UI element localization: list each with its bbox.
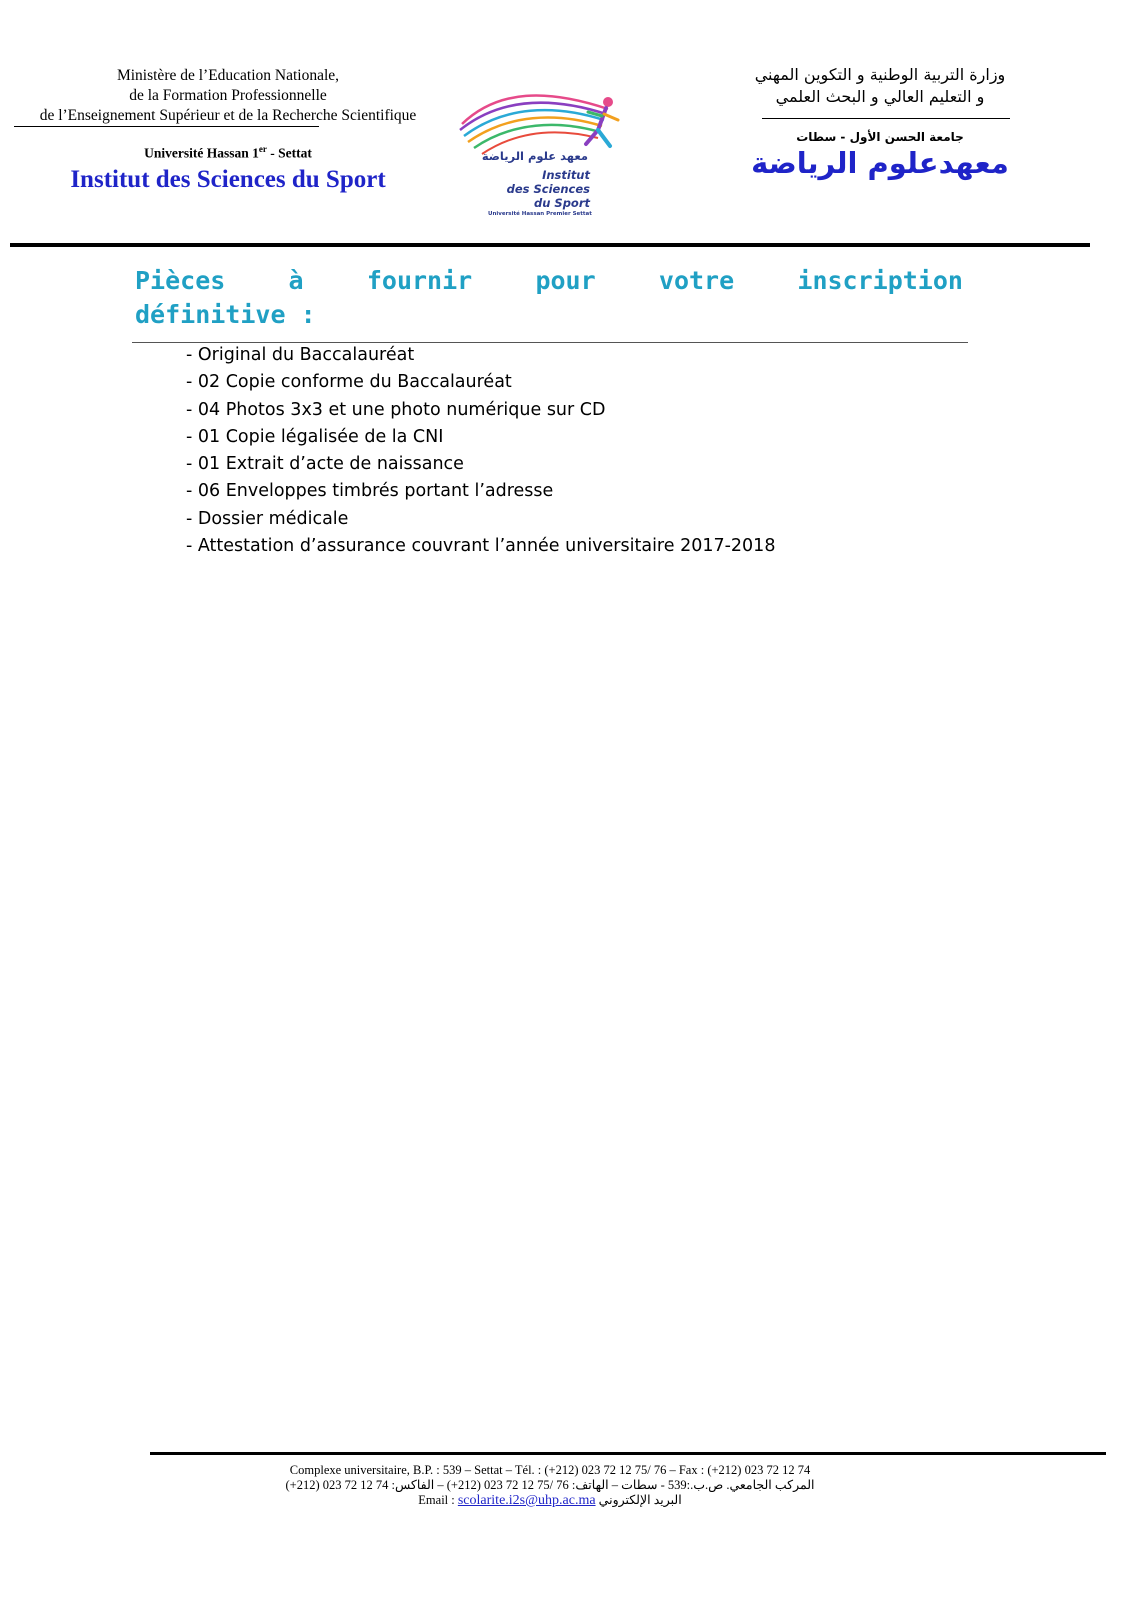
list-item: - Original du Baccalauréat (186, 345, 415, 365)
list-item: - Dossier médicale (186, 508, 349, 529)
list-item: - Attestation d’assurance couvrant l’année universitaire 2017-2018 (186, 536, 776, 557)
email-link[interactable]: scolarite.i2s@uhp.ac.ma (457, 1493, 596, 1508)
footer (150, 1463, 950, 1508)
logo-subtitle: Université Hassan Premier Settat (488, 211, 592, 217)
footer-separator (150, 1452, 1106, 1455)
university-ar: جامعة الحسن الأول - سطات (796, 130, 964, 144)
logo-fr-line-1: Institut (542, 168, 590, 182)
list-item: - 01 Extrait d’acte de naissance (186, 454, 464, 475)
ministry-fr-line-1: Ministère de l’Education Nationale, (116, 67, 340, 84)
list-item: - 01 Copie légalisée de la CNI (186, 426, 444, 447)
ministry-underline (14, 126, 319, 127)
institute-title-ar: معهدعلوم الرياضة (751, 146, 1009, 180)
university-fr (12, 144, 444, 162)
university-fr-city: - Settat (266, 145, 312, 161)
email-label-ar: البريد الإلكتروني (598, 1493, 682, 1507)
title-word: pour (535, 266, 596, 295)
ministry-ar-underline (762, 118, 1010, 119)
list-item: - 02 Copie conforme du Baccalauréat (186, 372, 512, 393)
university-fr-name: Université Hassan 1 (144, 145, 259, 161)
ministry-fr-line-2: de la Formation Professionnelle (129, 87, 327, 104)
footer-address-fr: Complexe universitaire, B.P. : 539 – Settat – Tél. : (+212) 023 72 12 75/ 76 – Fax : (+212) 023 72 12 74 (289, 1463, 811, 1477)
logo-fr-line-3: du Sport (533, 196, 590, 210)
footer-address-ar: المركب الجامعي. ص.ب.:539 - سطات – الهاتف: 76 /75 12 72 023 (212+) – الفاكس: 74 12 72 023 (212+) (285, 1478, 815, 1492)
list-item: - 06 Enveloppes timbrés portant l’adresse (186, 481, 554, 502)
header-separator (10, 243, 1090, 247)
ministry-ar-line-2: و التعليم العالي و البحث العلمي (775, 87, 985, 106)
email-label: Email : (418, 1493, 458, 1507)
title-word: inscription (797, 266, 963, 295)
ministry-fr-line-3: de l’Enseignement Supérieur et de la Recherche Scientifique (39, 107, 417, 124)
ministry-fr-block (12, 66, 444, 126)
title-line-2: définitive : (135, 300, 316, 329)
footer-email-line (150, 1493, 950, 1508)
logo-fr-line-2: des Sciences (506, 182, 590, 196)
ministry-ar-block (745, 64, 1015, 108)
required-documents-list (186, 342, 775, 560)
list-item: - 04 Photos 3x3 et une photo numérique sur CD (186, 399, 606, 420)
institute-title-fr: Institut des Sciences du Sport (70, 166, 386, 193)
logo-name-fr (488, 168, 590, 210)
logo-name-ar: معهد علوم الرياضة (481, 149, 588, 163)
institute-logo (458, 84, 633, 226)
university-fr-sup: er (258, 144, 267, 154)
page-title (135, 264, 963, 332)
ministry-ar-line-1: وزارة التربية الوطنية و التكوين المهني (754, 65, 1006, 84)
title-word: fournir (366, 266, 473, 295)
title-word: votre (658, 266, 735, 295)
title-word: à (288, 266, 304, 295)
title-word: Pièces (135, 266, 226, 295)
title-line-1 (135, 264, 963, 298)
